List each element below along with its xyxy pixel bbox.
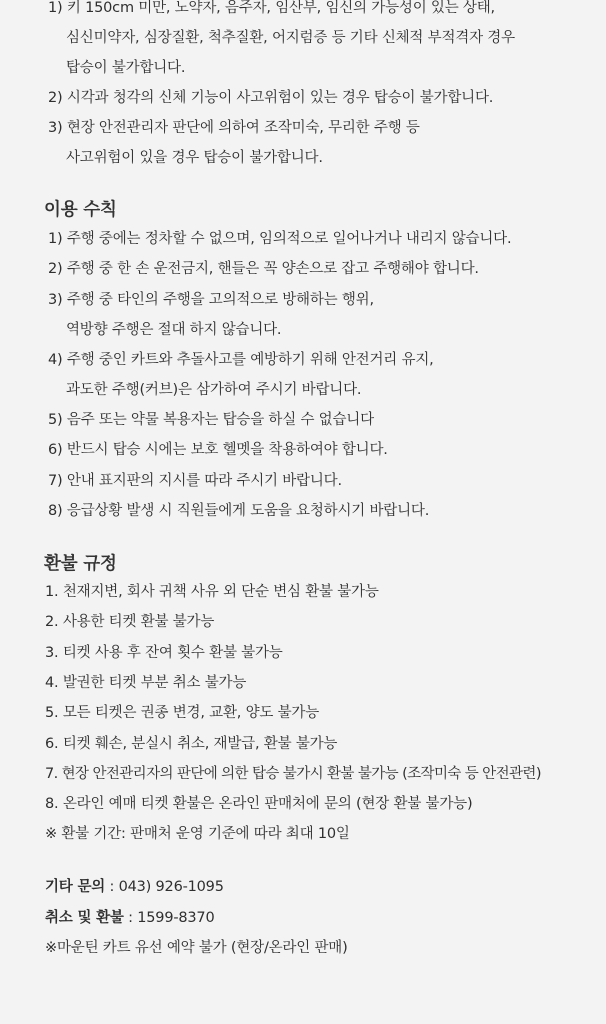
refund-item-2: 2. 사용한 티켓 환불 불가능: [45, 614, 215, 630]
restriction-item-1-cont: 심신미약자, 심장질환, 척추질환, 어지럼증 등 기타 신체적 부적격자 경우: [66, 30, 515, 46]
reservation-note: ※마운틴 카트 유선 예약 불가 (현장/온라인 판매): [45, 940, 348, 956]
rule-item-4-cont: 과도한 주행(커브)은 삼가하여 주시기 바랍니다.: [66, 382, 362, 398]
rule-item-2: 2) 주행 중 한 손 운전금지, 핸들은 꼭 양손으로 잡고 주행해야 합니다.: [48, 261, 479, 277]
refund-contact: [45, 908, 214, 928]
refund-item-7: 7. 현장 안전관리자의 판단에 의한 탑승 불가시 환불 불가능 (조작미숙 등 안전관련): [45, 766, 541, 782]
rule-item-4: 4) 주행 중인 카트와 추돌사고를 예방하기 위해 안전거리 유지,: [48, 352, 434, 368]
rules-heading: 이용 수칙: [44, 200, 117, 220]
inquiry-phone: : 043) 926-1095: [105, 879, 224, 895]
refund-item-1: 1. 천재지변, 회사 귀책 사유 외 단순 변심 환불 불가능: [45, 584, 379, 600]
inquiry-label: 기타 문의: [45, 879, 106, 895]
refund-heading: 환불 규정: [44, 554, 117, 574]
restriction-item-3: 3) 현장 안전관리자 판단에 의하여 조작미숙, 무리한 주행 등: [48, 120, 420, 136]
rule-item-1: 1) 주행 중에는 정차할 수 없으며, 임의적으로 일어나거나 내리지 않습니다.: [48, 231, 512, 247]
restriction-item-1-cont: 탑승이 불가합니다.: [66, 60, 186, 76]
refund-item-6: 6. 티켓 훼손, 분실시 취소, 재발급, 환불 불가능: [45, 736, 338, 752]
refund-contact-phone: : 1599-8370: [123, 910, 215, 926]
refund-item-3: 3. 티켓 사용 후 잔여 횟수 환불 불가능: [45, 645, 283, 661]
rule-item-7: 7) 안내 표지판의 지시를 따라 주시기 바랍니다.: [48, 473, 342, 489]
restriction-item-2: 2) 시각과 청각의 신체 기능이 사고위험이 있는 경우 탑승이 불가합니다.: [48, 90, 494, 106]
refund-period-note: ※ 환불 기간: 판매처 운영 기준에 따라 최대 10일: [45, 826, 350, 842]
rule-item-8: 8) 응급상황 발생 시 직원들에게 도움을 요청하시기 바랍니다.: [48, 503, 430, 519]
rule-item-3-cont: 역방향 주행은 절대 하지 않습니다.: [66, 322, 282, 338]
rule-item-5: 5) 음주 또는 약물 복용자는 탑승을 하실 수 없습니다: [48, 412, 374, 428]
restriction-item-3-cont: 사고위험이 있을 경우 탑승이 불가합니다.: [66, 150, 323, 166]
refund-item-8: 8. 온라인 예매 티켓 환불은 온라인 판매처에 문의 (현장 환불 불가능): [45, 796, 473, 812]
refund-item-5: 5. 모든 티켓은 권종 변경, 교환, 양도 불가능: [45, 705, 320, 721]
restriction-item-1: 1) 키 150cm 미만, 노약자, 음주자, 임산부, 임신의 가능성이 있는 상태,: [48, 0, 495, 16]
refund-item-4: 4. 발권한 티켓 부분 취소 불가능: [45, 675, 247, 691]
inquiry-contact: [45, 877, 224, 897]
rule-item-6: 6) 반드시 탑승 시에는 보호 헬멧을 착용하여야 합니다.: [48, 442, 388, 458]
rule-item-3: 3) 주행 중 타인의 주행을 고의적으로 방해하는 행위,: [48, 292, 374, 308]
refund-contact-label: 취소 및 환불: [45, 910, 124, 926]
